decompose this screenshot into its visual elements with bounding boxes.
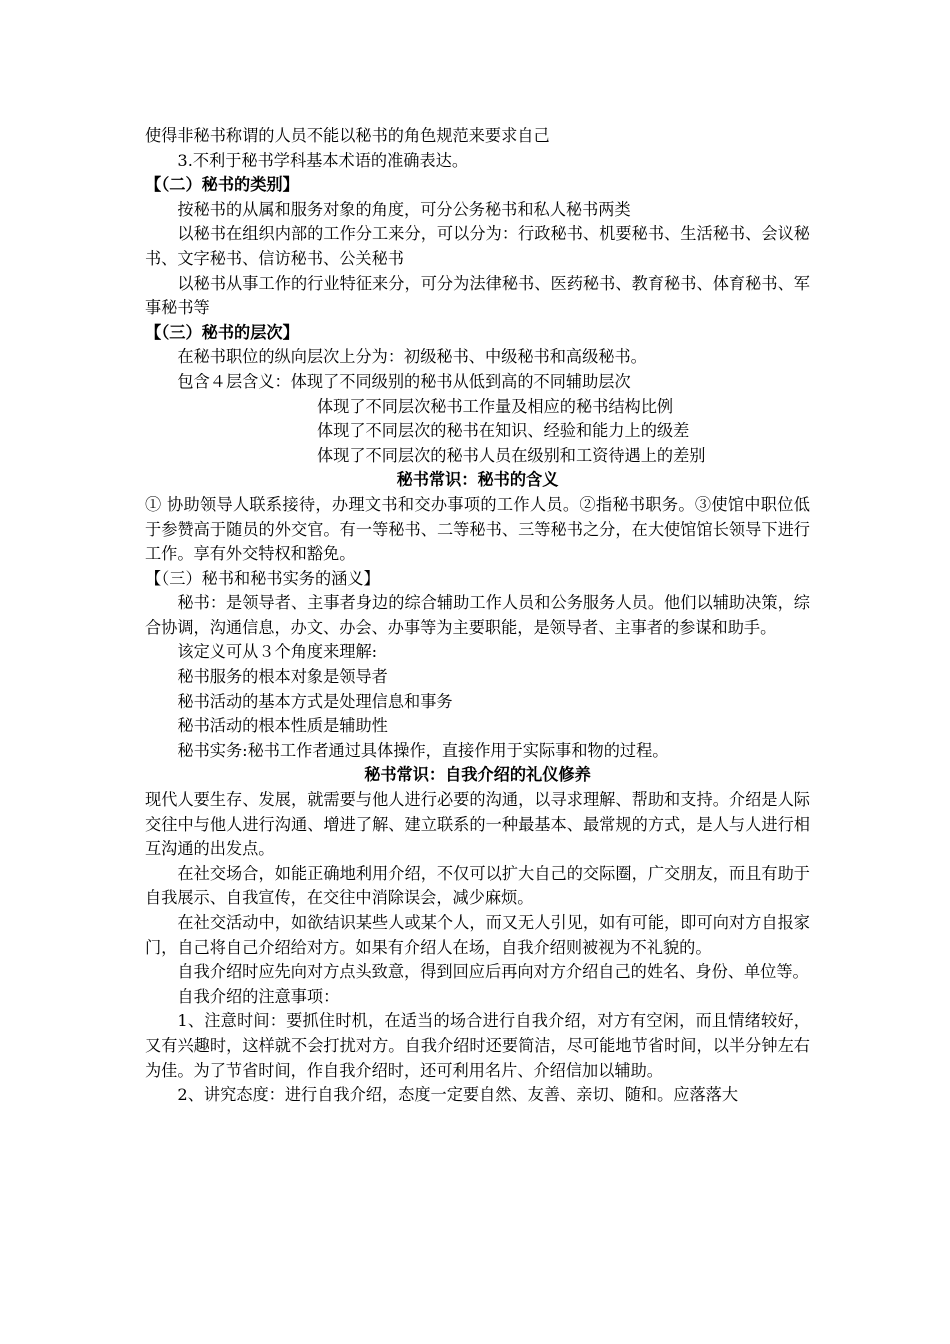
- paragraph: 3.不利于秘书学科基本术语的准确表达。: [177, 150, 469, 170]
- paragraph: 1、注意时间：要抓住时机，在适当的场合进行自我介绍，对方有空闲，而且情绪较好，又有兴趣时，这样就不会打扰对方。自我介绍时还要简洁，尽可能地节省时间，以半分钟左右为佳。为了节省时间，作自我介绍时，还可利用名片、介绍信加以辅助。: [145, 1011, 810, 1080]
- document-page: [145, 124, 810, 1108]
- paragraph: 秘书：是领导者、主事者身边的综合辅助工作人员和公务服务人员。他们以辅助决策，综合协调，沟通信息，办文、办会、办事等为主要职能，是领导者、主事者的参谋和助手。: [145, 593, 810, 637]
- list-item: 体现了不同层次的秘书在知识、经验和能力上的级差: [317, 421, 690, 441]
- paragraph: 在社交活动中，如欲结识某些人或某个人，而又无人引见，如有可能，即可向对方自报家门，自己将自己介绍给对方。如果有介绍人在场，自我介绍则被视为不礼貌的。: [145, 913, 810, 957]
- paragraph: 现代人要生存、发展，就需要与他人进行必要的沟通，以寻求理解、帮助和支持。介绍是人际交往中与他人进行沟通、增进了解、建立联系的一种最基本、最常规的方式，是人与人进行相互沟通的出发点。: [145, 790, 810, 859]
- paragraph: 2、讲究态度：进行自我介绍，态度一定要自然、友善、亲切、随和。应落落大: [177, 1085, 739, 1105]
- paragraph: 以秘书在组织内部的工作分工来分，可以分为：行政秘书、机要秘书、生活秘书、会议秘 书、文字秘书、信访秘书、公关秘书: [145, 224, 810, 268]
- section-heading: 【（三）秘书和秘书实务的涵义】: [145, 568, 380, 588]
- paragraph: 该定义可从３个角度来理解:: [177, 642, 378, 662]
- section-heading: 【（三）秘书的层次】: [145, 322, 299, 342]
- paragraph: 包含４层含义：体现了不同级别的秘书从低到高的不同辅助层次: [177, 371, 631, 391]
- list-item: 体现了不同层次的秘书人员在级别和工资待遇上的差别: [317, 445, 706, 465]
- paragraph: 在秘书职位的纵向层次上分为：初级秘书、中级秘书和高级秘书。: [177, 347, 647, 367]
- paragraph: ① 协助领导人联系接待，办理文书和交办事项的工作人员。②指秘书职务。③使馆中职位低于参赞高于随员的外交官。有一等秘书、二等秘书、三等秘书之分，在大使馆馆长领导下进行工作。享有外交特权和豁免。: [145, 494, 810, 564]
- section-title: 秘书常识：秘书的含义: [396, 470, 559, 490]
- section-title: 秘书常识：自我介绍的礼仪修养: [364, 765, 591, 785]
- paragraph: 在社交场合，如能正确地利用介绍，不仅可以扩大自己的交际圈，广交朋友，而且有助于自我展示、自我宣传，在交往中消除误会，减少麻烦。: [145, 863, 810, 908]
- paragraph: 自我介绍时应先向对方点头致意，得到回应后再向对方介绍自己的姓名、身份、单位等。: [177, 962, 809, 982]
- paragraph: 按秘书的从属和服务对象的角度，可分公务秘书和私人秘书两类: [177, 199, 631, 219]
- paragraph: 秘书服务的根本对象是领导者: [177, 667, 388, 687]
- paragraph: 以秘书从事工作的行业特征来分，可分为法律秘书、医药秘书、教育秘书、体育秘书、军事秘书等: [145, 273, 810, 318]
- paragraph: 秘书实务:秘书工作者通过具体操作，直接作用于实际事和物的过程。: [177, 740, 669, 760]
- paragraph: 使得非秘书称谓的人员不能以秘书的角色规范来要求自己: [145, 126, 550, 145]
- paragraph: 秘书活动的基本方式是处理信息和事务: [177, 691, 453, 711]
- section-heading: 【（二）秘书的类别】: [145, 175, 299, 195]
- paragraph: 秘书活动的根本性质是辅助性: [177, 716, 388, 736]
- list-item: 体现了不同层次秘书工作量及相应的秘书结构比例: [317, 396, 674, 416]
- paragraph: 自我介绍的注意事项：: [177, 986, 340, 1006]
